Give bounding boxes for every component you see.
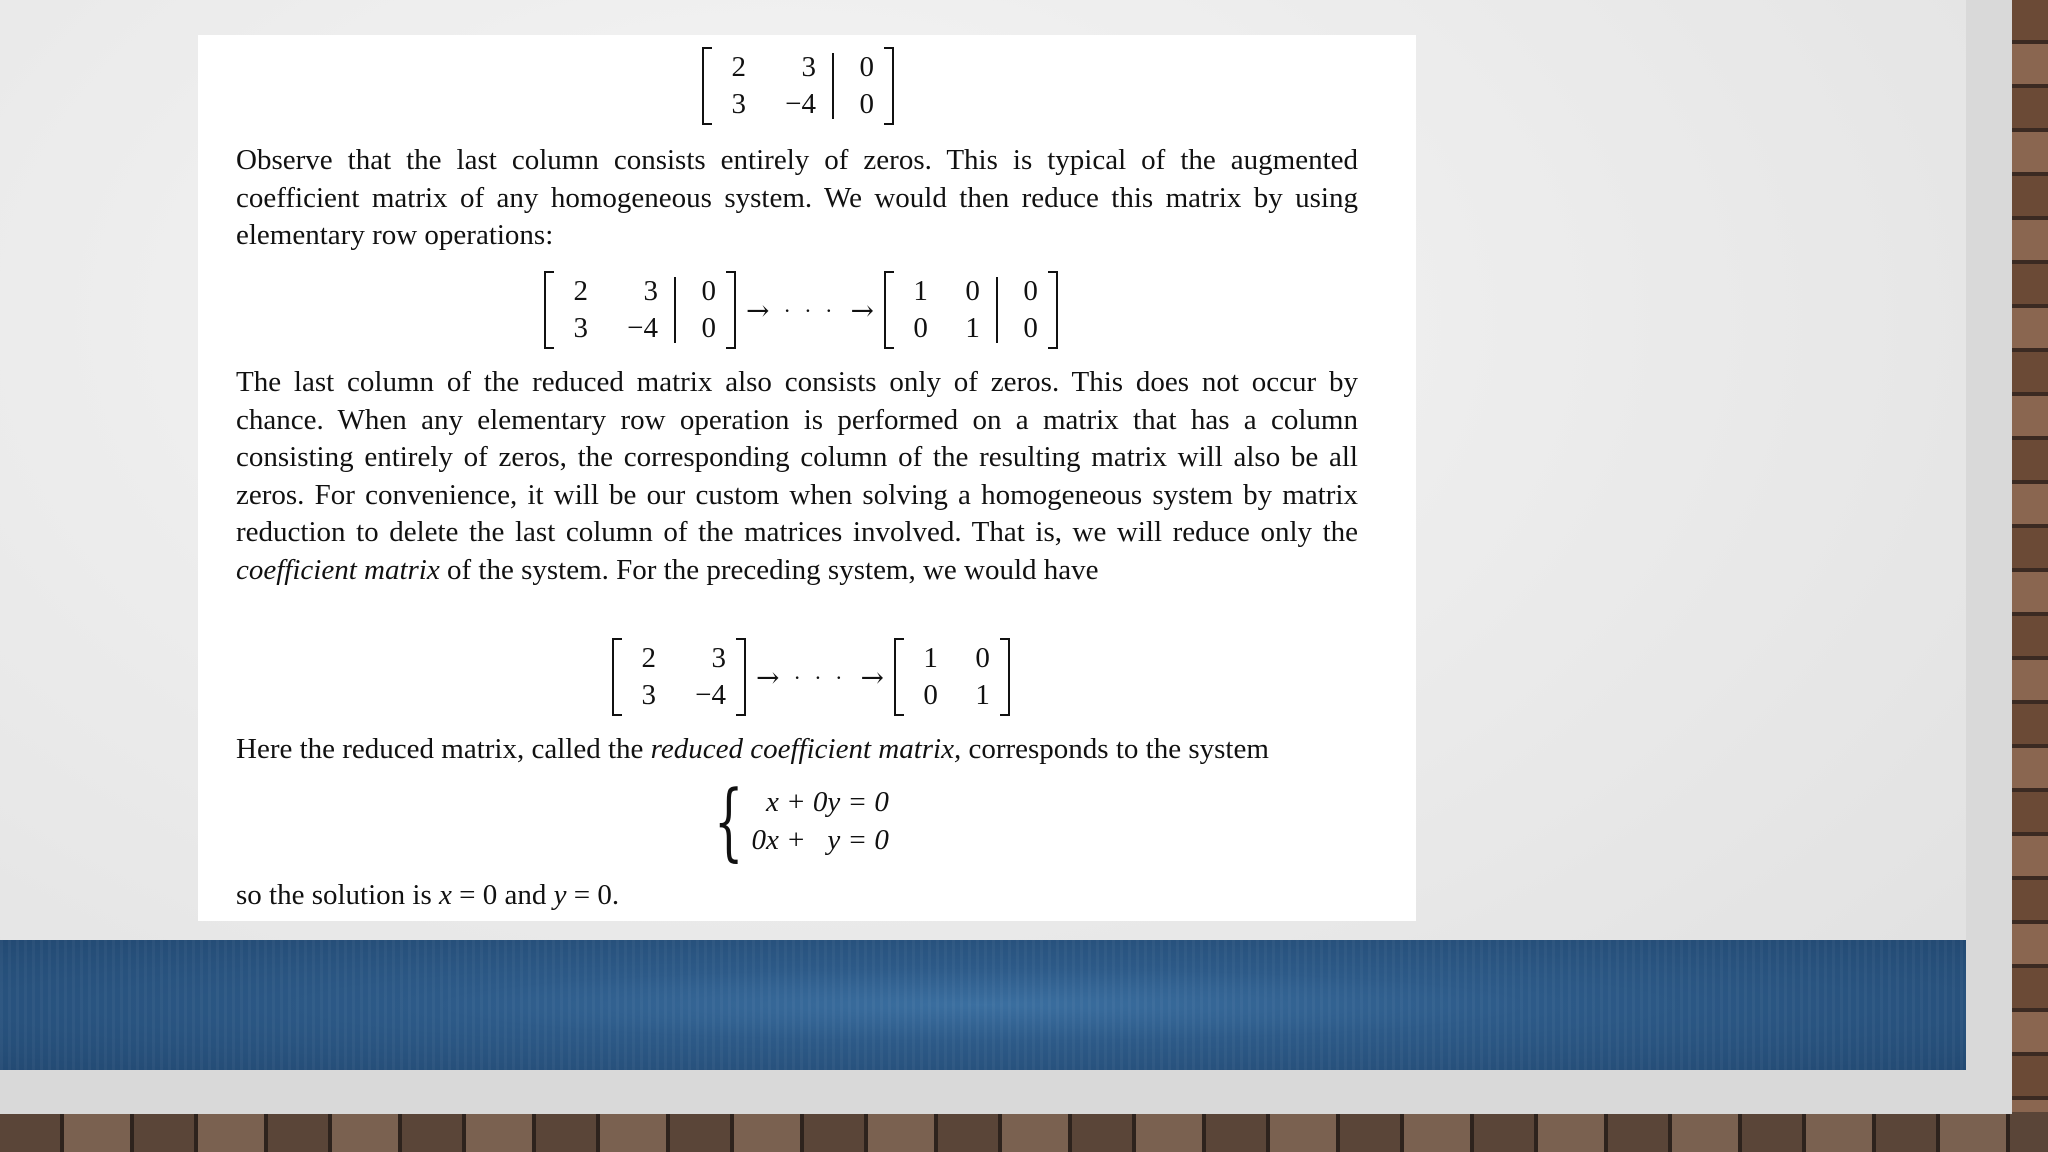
- equation-system: { x + 0y = 0 0x + y = 0: [714, 772, 889, 870]
- augmented-reduction: 2 3 3 −4 0 0 → · · · → 1 0 0 1 0 0: [544, 271, 1058, 349]
- paragraph-last-column: The last column of the reduced matrix also consists only of zeros. This does not occur by chance. When any elementary row operation is performed on a matrix that has a column consisting entirely of zeros, the corresponding column of the resulting matrix will also be all zeros. For convenience, it will be our custom when solving a homogeneous system by matrix reduction to delete the last column of the matrices involved. That is, we will reduce only the coefficient matrix of the system. For the preceding system, we would have: [236, 366, 1358, 586]
- paragraph-observe: Observe that the last column consists entirely of zeros. This is typical of the augmented coefficient matrix of any homogeneous system. We would then reduce this matrix by using elementary row operations:: [236, 144, 1358, 251]
- coefficient-reduction: 2 3 3 −4 → · · · → 1 0 0 1: [612, 638, 1010, 716]
- brick-background-right: [2010, 0, 2048, 1152]
- content-image: [198, 35, 1416, 921]
- brick-background-bottom: [0, 1112, 2048, 1152]
- augmented-matrix-top: 2 3 3 −4 0 0: [702, 47, 894, 125]
- footer-band: [0, 940, 1966, 1070]
- paragraph-reduced-coefficient: Here the reduced matrix, called the reduced coefficient matrix, corresponds to the system: [236, 733, 1269, 765]
- paragraph-solution: so the solution is x = 0 and y = 0.: [236, 879, 620, 911]
